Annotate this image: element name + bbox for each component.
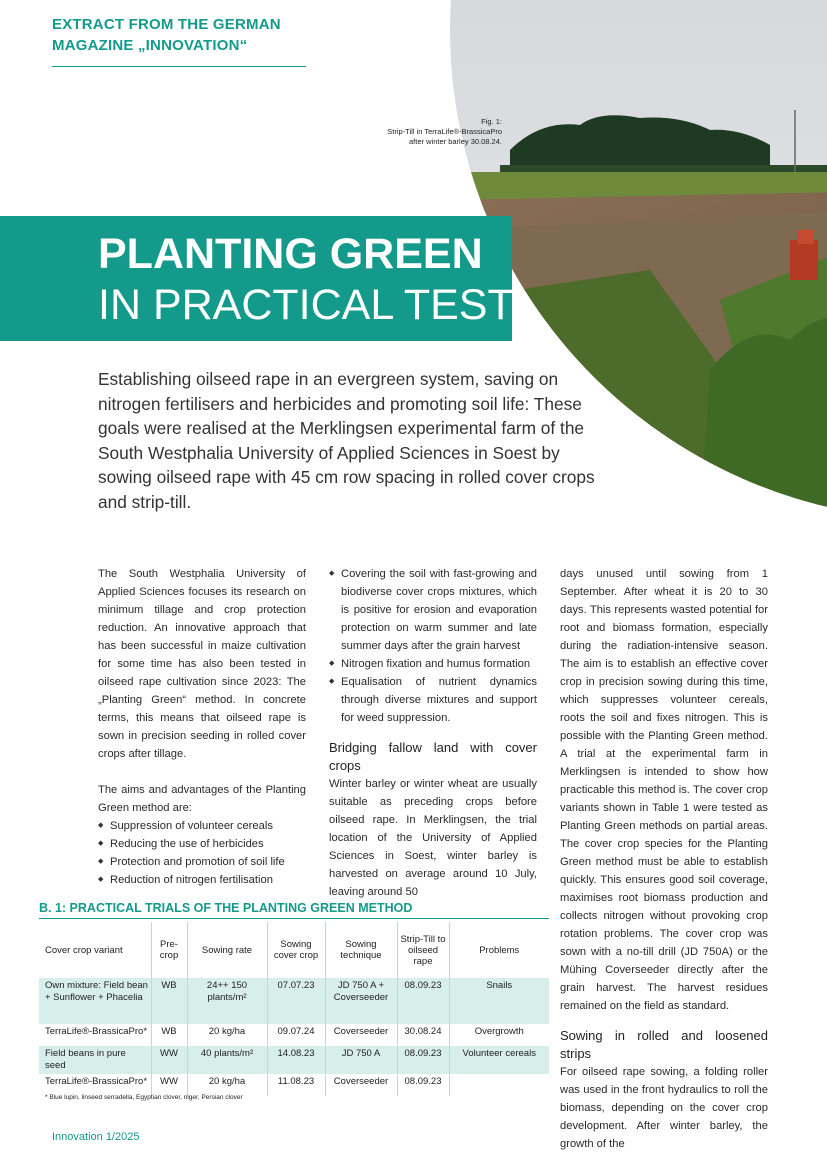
- page-title-line-2: IN PRACTICAL TEST: [98, 281, 514, 329]
- sowing-paragraph: For oilseed rape sowing, a folding roller was used in the front hydraulics to roll the biomass, depending on the cover crop development. After winter barley, the growth of the: [560, 1066, 768, 1150]
- cell-rate: 40 plants/m²: [187, 1046, 267, 1074]
- kicker-line-1: EXTRACT FROM THE GERMAN: [52, 16, 281, 33]
- cell-sowing-cover: 14.08.23: [267, 1046, 325, 1074]
- figure-caption: [330, 117, 502, 147]
- column-header: Sowing cover crop: [267, 922, 325, 978]
- fallow-paragraph: Winter barley or winter wheat are usually suitable as preceding crops before oilseed rape. In Merklingsen, the trial location of the University of Applied Sciences in Soest, winter barley is harvested on average around 10 July, leaving around 50: [329, 778, 537, 898]
- cell-precrop: WW: [151, 1046, 187, 1074]
- aims-list: [98, 817, 306, 889]
- cell-precrop: WW: [151, 1074, 187, 1096]
- list-item: ◆ Reduction of nitrogen fertilisation: [98, 871, 306, 889]
- table-rule: [39, 918, 549, 919]
- column-3-paragraph: days unused until sowing from 1 September. After wheat it is 20 to 30 days. This represents wasted potential for root and biomass formation, especially during the radiation-intensive season. The aim is to establish an effective cover crop in precision sowing during this time, which suppresses volunteer cereals, roots the soil and fixes nitrogen. This is possible with the Planting Green method. A trial at the experimental farm in Merklingsen is intended to show how practicable this method is. The cover crop variants shown in Table 1 were tested as Planting Green methods on partial areas. The cover crop species for the Planting Green method must be able to establish quickly. This ensures good soil coverage, maximises root biomass production and collects nitrogen without provoking crop rotation problems. The cover crop was sown with a no-till drill (JD 750A) or the Mühing Coverseeder directly after the grain harvest. The harvest residues remained on the field as standard.: [560, 568, 768, 1012]
- table-title: B. 1: PRACTICAL TRIALS OF THE PLANTING GREEN METHOD: [39, 901, 413, 915]
- column-3: [560, 565, 768, 1153]
- cell-rate: 20 kg/ha: [187, 1024, 267, 1046]
- column-header: Cover crop variant: [45, 944, 123, 956]
- cell-technique: Coverseeder: [325, 1024, 397, 1046]
- cell-technique: Coverseeder: [325, 1074, 397, 1096]
- table-row: [39, 1024, 549, 1046]
- cell-striptill: 08.09.23: [397, 1074, 449, 1096]
- list-item: ◆ Protection and promotion of soil life: [98, 853, 306, 871]
- aims-intro: The aims and advantages of the Planting Green method are:: [98, 784, 306, 814]
- column-header: Sowing technique: [325, 922, 397, 978]
- page-title-line-1: PLANTING GREEN: [98, 230, 483, 278]
- list-item: ◆ Covering the soil with fast-growing and biodiverse cover crops mixtures, which is positive for erosion and evaporation protection on warm summer and late summer days after the grain harvest: [329, 565, 537, 655]
- subheading-sowing: Sowing in rolled and loosened strips: [560, 1028, 768, 1061]
- cell-sowing-cover: 07.07.23: [267, 978, 325, 1024]
- cell-variant: TerraLife®-BrassicaPro*: [45, 1026, 148, 1037]
- list-item: ◆ Reducing the use of herbicides: [98, 835, 306, 853]
- cell-variant: Own mixture: Field bean + Sunflower + Phacelia: [39, 978, 151, 1024]
- list-item: ◆ Equalisation of nutrient dynamics through diverse mixtures and support for weed suppression.: [329, 673, 537, 727]
- cell-sowing-cover: 11.08.23: [267, 1074, 325, 1096]
- column-header: Sowing rate: [187, 922, 267, 978]
- subheading-fallow: Bridging fallow land with cover crops: [329, 740, 537, 773]
- figure-label: Fig. 1:: [481, 117, 502, 126]
- column-2: [329, 565, 537, 901]
- caption-line-2: after winter barley 30.08.24.: [409, 137, 502, 146]
- cell-precrop: WB: [151, 1024, 187, 1046]
- column-header: Pre-crop: [151, 922, 187, 978]
- list-item: ◆ Suppression of volunteer cereals: [98, 817, 306, 835]
- cell-striptill: 30.08.24: [397, 1024, 449, 1046]
- table-row: [39, 1074, 549, 1096]
- caption-line-1: Strip-Till in TerraLife®-BrassicaPro: [387, 127, 502, 136]
- intro-paragraph: The South Westphalia University of Applied Sciences focuses its research on minimum tillage and crop protection reduction. An innovative approach that has been successful in maize cultivation for some time has also been tested in oilseed rape cultivation since 2023: The „Planting Green“ method. In concrete terms, this means that oilseed rape is sown in precision seeding in rolled cover crops after tillage.: [98, 568, 306, 760]
- cell-problems: Snails: [449, 978, 549, 1024]
- cell-sowing-cover: 09.07.24: [267, 1024, 325, 1046]
- kicker: [52, 14, 306, 56]
- table-row: [39, 978, 549, 1024]
- cell-technique: JD 750 A: [325, 1046, 397, 1074]
- lead-paragraph: Establishing oilseed rape in an evergreen system, saving on nitrogen fertilisers and herbicides and promoting soil life: These goals were realised at the Merklingsen experimental farm of the South Westphalia University of Applied Sciences in Soest by sowing oilseed rape with 45 cm row spacing in rolled cover crops and strip-till.: [98, 369, 595, 512]
- column-header: Strip-Till to oilseed rape: [397, 922, 449, 978]
- list-item: ◆ Nitrogen fixation and humus formation: [329, 655, 537, 673]
- cell-problems: [449, 1074, 549, 1096]
- page-footer: Innovation 1/2025: [52, 1131, 140, 1143]
- cell-problems: Volunteer cereals: [449, 1046, 549, 1074]
- table-row: [39, 1046, 549, 1074]
- cell-technique: JD 750 A + Coverseeder: [325, 978, 397, 1024]
- cell-rate: 24++ 150 plants/m²: [187, 978, 267, 1024]
- cell-striptill: 08.09.23: [397, 1046, 449, 1074]
- table-footnote: * Blue lupin, linseed serradella, Egyptian clover, niger, Persian clover: [45, 1094, 243, 1101]
- cell-rate: 20 kg/ha: [187, 1074, 267, 1096]
- table-header-row: [39, 922, 549, 978]
- trials-table: [39, 922, 549, 1096]
- cell-problems: Overgrowth: [449, 1024, 549, 1046]
- cell-variant: Field beans in pure seed: [39, 1046, 151, 1074]
- cell-variant: TerraLife®-BrassicaPro*: [45, 1076, 148, 1087]
- cell-precrop: WB: [151, 978, 187, 1024]
- cell-striptill: 08.09.23: [397, 978, 449, 1024]
- column-header: Problems: [449, 922, 549, 978]
- kicker-rule: [52, 66, 306, 67]
- aims-list-continued: [329, 565, 537, 727]
- column-1: [98, 565, 306, 889]
- kicker-line-2: MAGAZINE „INNOVATION“: [52, 37, 248, 54]
